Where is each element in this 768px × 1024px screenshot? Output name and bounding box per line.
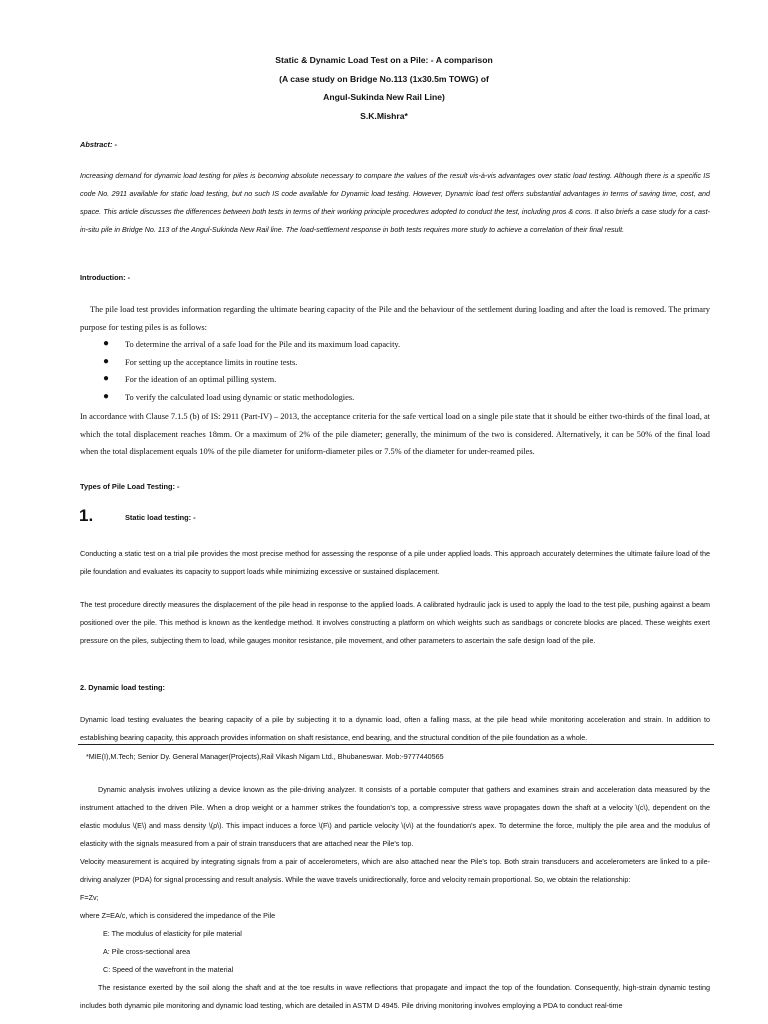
static-paragraph-2: The test procedure directly measures the displacement of the pile head in response to the applied loads. A calibrated hydraulic jack is used to apply the load to the test pile, pushing against a beam positioned over the pile. This method is known as the kentledge method. It involves constructing a platform on which weights such as sandbags or concrete blocks are placed. These weights exert pressure on the piles, subjecting them to load, while gauges monitor resistance, pile movement, and other parameters to ascertain the safe design load of the pile. bbox=[80, 600, 710, 645]
definition-item: E: The modulus of elasticity for pile material bbox=[103, 929, 242, 938]
purpose-list bbox=[80, 336, 710, 406]
title-line-3: Angul-Sukinda New Rail Line) bbox=[323, 92, 445, 102]
author: S.K.Mishra* bbox=[360, 110, 408, 121]
impedance-definition: where Z=EA/c, which is considered the impedance of the Pile bbox=[80, 911, 276, 920]
title-line-2: (A case study on Bridge No.113 (1x30.5m TOWG) of bbox=[279, 73, 489, 84]
introduction-heading: Introduction: - bbox=[80, 273, 131, 282]
introduction-paragraph-1: The pile load test provides information regarding the ultimate bearing capacity of the Pile and the behaviour of the settlement during loading and after the load is removed. The primary purpose for testing piles is as follows: bbox=[80, 305, 710, 332]
definition-item: C: Speed of the wavefront in the material bbox=[103, 965, 234, 974]
static-paragraph-1: Conducting a static test on a trial pile provides the most precise method for assessing the response of a pile under applied loads. This approach accurately determines the ultimate failure load of the pile foundation and evaluates its capacity to support loads while minimizing excessive or sustained displacement. bbox=[80, 549, 710, 576]
bullet-icon: ● bbox=[103, 373, 110, 384]
dynamic-paragraph-1: Dynamic load testing evaluates the bearing capacity of a pile by subjecting it to a dynamic load, often a falling mass, at the pile head while monitoring acceleration and strain. In addition to establishing bearing capacity, this approach provides information on shaft resistance, end bearing, and the structural condition of the pile foundation as a whole. bbox=[80, 715, 710, 742]
bullet-icon: ● bbox=[103, 355, 110, 367]
variable-definitions bbox=[80, 925, 710, 979]
section-number: 1. bbox=[79, 506, 94, 525]
static-load-heading: Static load testing: - bbox=[125, 513, 196, 522]
dynamic-analysis-paragraph-2: Velocity measurement is acquired by integrating signals from a pair of accelerometers, which are also attached near the Pile's top. Both strain transducers and accelerometers are linked to a pile-driving analyzer (PDA) for signal processing and result analysis. While the wave travels unidirectionally, force and velocity remain proportional. So, we obtain the relationship: bbox=[80, 857, 710, 884]
dynamic-analysis-paragraph-1: Dynamic analysis involves utilizing a device known as the pile-driving analyzer. It consists of a portable computer that gathers and examines strain and acceleration data measured by the instrument attached to the driven Pile. When a drop weight or a hammer strikes the foundation's top, a compressive stress wave propagates down the shaft at a velocity \(c\), dependent on the elastic modulus \(E\) and mass density \(ρ\). This impact induces a force \(F\) and particle velocity \(v\) at the foundation's apex. To determine the force, multiply the pile area and the modulus of elasticity with the signals measured from a pair of strain transducers that are attached near the Pile's top. bbox=[80, 785, 710, 848]
dynamic-analysis-paragraph-3: The resistance exerted by the soil along the shaft and at the toe results in wave reflections that propagate and impact the top of the foundation. Consequently, high-strain dynamic testing includes both dynamic pile monitoring and dynamic load testing, which are detailed in ASTM D 4945. Pile driving monitoring involves employing a PDA to conduct real-time bbox=[80, 983, 710, 1010]
types-heading: Types of Pile Load Testing: - bbox=[80, 482, 180, 491]
formula: F=Zv; bbox=[80, 893, 99, 902]
title-block bbox=[0, 51, 768, 125]
footnote: *MIE(I),M.Tech; Senior Dy. General Manager(Projects),Rail Vikash Nigam Ltd., Bhubaneswar. Mob:-9777440565 bbox=[86, 752, 444, 761]
introduction-paragraph-2: In accordance with Clause 7.1.5 (b) of IS: 2911 (Part-IV) – 2013, the acceptance criteria for the safe vertical load on a single pile state that it should be either two-thirds of the final load, at which the total displacement reaches 18mm. Or a maximum of 2% of the pile diameter; generally, the minimum of the two is considered. Alternatively, it can be 50% of the final load when the total displacement equals 10% of the pile diameter for uniform-diameter piles or 7.5% of the diameter for under-reamed piles. bbox=[80, 412, 710, 456]
list-item: ● To verify the calculated load using dynamic or static methodologies. bbox=[80, 389, 710, 407]
title-line-1: Static & Dynamic Load Test on a Pile: - A comparison bbox=[275, 55, 493, 65]
list-item: ● For setting up the acceptance limits in routine tests. bbox=[80, 354, 710, 372]
definition-item: A: Pile cross-sectional area bbox=[103, 947, 191, 956]
list-item: ● For the ideation of an optimal pilling system. bbox=[80, 371, 710, 389]
footnote-divider bbox=[78, 744, 714, 745]
dynamic-load-heading: 2. Dynamic load testing: bbox=[80, 683, 166, 692]
abstract-text: Increasing demand for dynamic load testing for piles is becoming absolute necessary to compare the values of the result vis-à-vis advantages over static load testing. Although there is a specific IS code No. 2911 available for static load testing, but no such IS code available for Dynamic load testing. However, Dynamic load test offers substantial advantages in terms of saving time, cost, and space. This article discusses the differences between both tests in terms of their working principle procedures adopted to conduct the test, including pros & cons. It also briefs a case study for a cast-in-situ pile in Bridge No. 113 of the Angul-Sukinda New Rail line. The load-settlement response in both tests requires more study to achieve a correlation of their final result. bbox=[80, 171, 710, 234]
bullet-icon: ● bbox=[103, 338, 110, 349]
bullet-icon: ● bbox=[103, 390, 110, 402]
abstract-heading: Abstract: - bbox=[80, 140, 117, 149]
list-item: ● To determine the arrival of a safe load for the Pile and its maximum load capacity. bbox=[80, 336, 710, 354]
